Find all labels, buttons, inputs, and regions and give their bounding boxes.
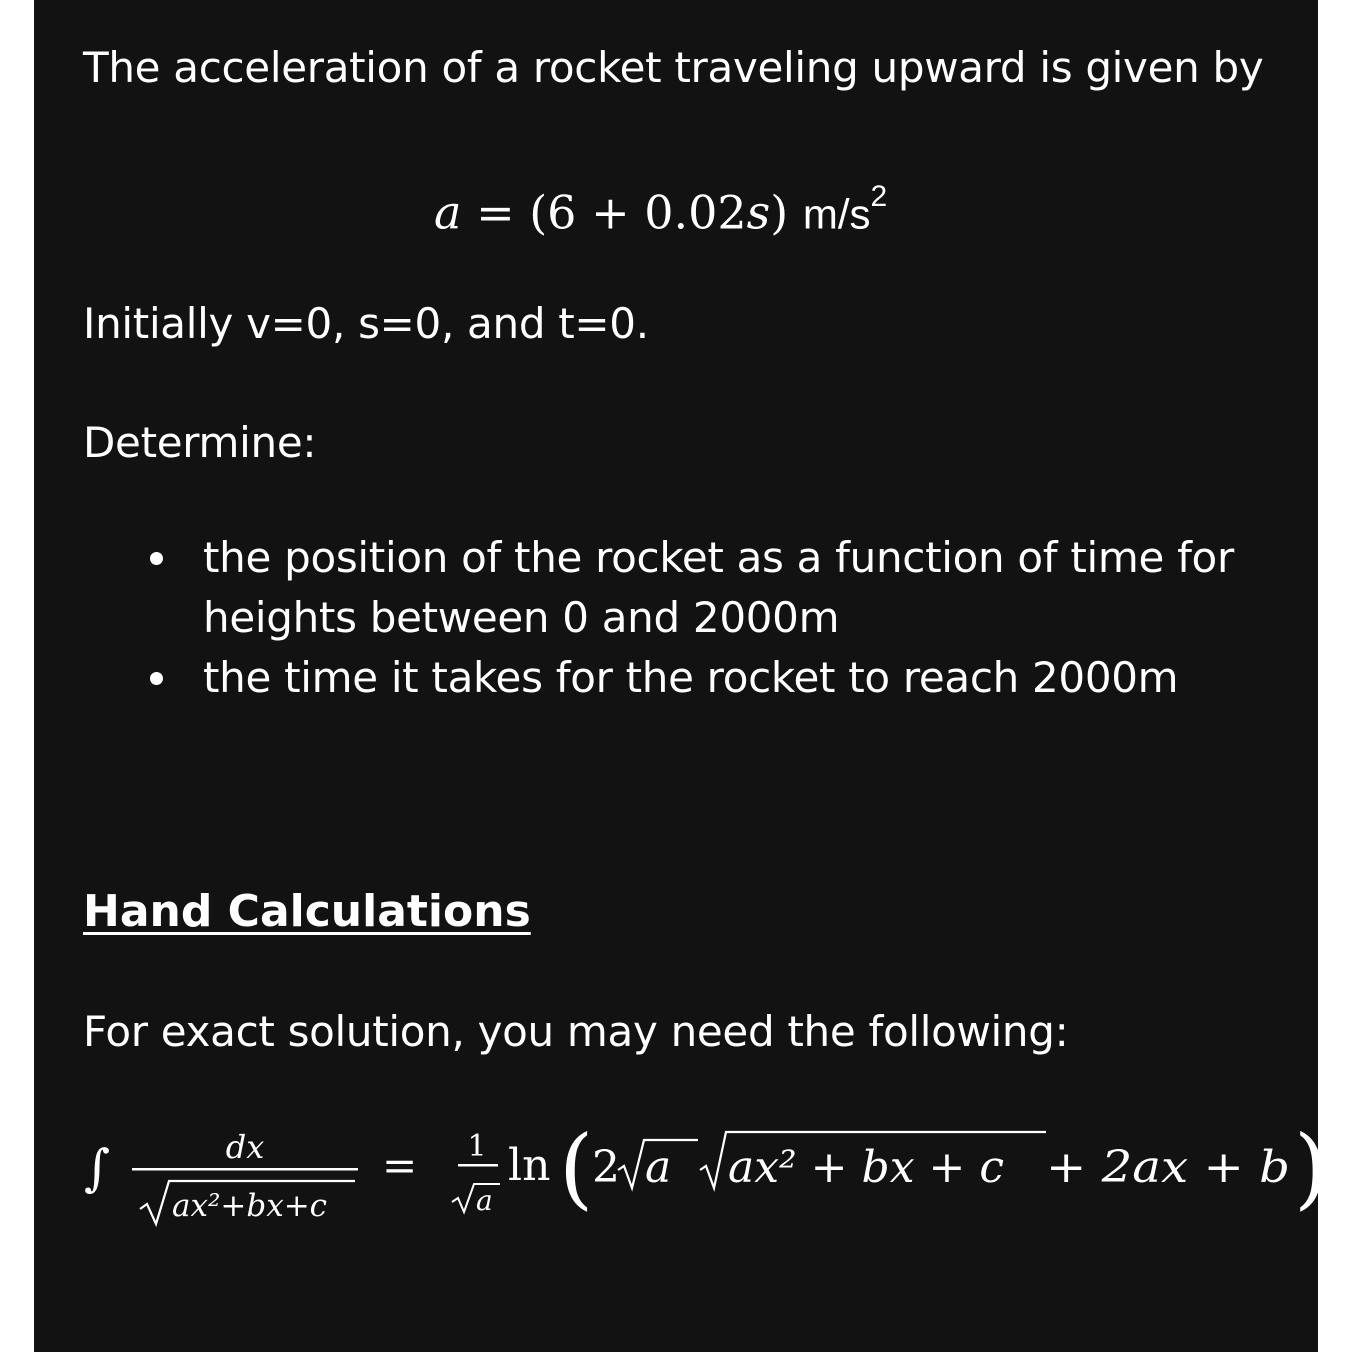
integrand-numerator: dx	[225, 1128, 265, 1166]
task-text: the position of the rocket as a function of time for heights between 0 and 2000m	[203, 533, 1234, 642]
task-list	[34, 528, 1318, 708]
hint-text: For exact solution, you may need the following:	[83, 1007, 1069, 1056]
eq-unit-exp: 2	[870, 180, 888, 213]
sqrt-poly-value: ax² + bx + c	[728, 1142, 1004, 1193]
eq-rhs-close: )	[770, 185, 789, 240]
main-fraction-bar	[132, 1168, 358, 1171]
content-panel	[34, 0, 1329, 1352]
eq-equals: =	[476, 185, 515, 240]
formula-equals: =	[382, 1141, 418, 1190]
close-paren: )	[1294, 1116, 1329, 1219]
bullet-icon	[150, 672, 163, 685]
list-item	[34, 528, 1318, 648]
formula-tail: + 2ax + b	[1046, 1142, 1290, 1193]
coef-denominator: a	[476, 1184, 493, 1217]
section-heading: Hand Calculations	[83, 886, 531, 937]
integral-formula	[34, 1100, 1329, 1250]
list-item	[34, 648, 1318, 708]
coef-numerator: 1	[467, 1129, 487, 1164]
integral-sign: ∫	[84, 1139, 111, 1197]
eq-lhs: a	[434, 185, 462, 240]
bullet-icon	[150, 552, 163, 565]
coef-two: 2	[592, 1142, 620, 1193]
coef-fraction-bar	[458, 1164, 498, 1167]
determine-label: Determine:	[83, 418, 317, 467]
sqrt-a-value: a	[645, 1142, 672, 1193]
acceleration-equation	[434, 168, 887, 249]
eq-rhs-var: s	[746, 185, 771, 240]
task-text: the time it takes for the rocket to reach 2000m	[203, 653, 1179, 702]
integrand-denominator: ax²+bx+c	[172, 1188, 328, 1224]
open-paren: (	[559, 1116, 594, 1219]
initial-conditions: Initially v=0, s=0, and t=0.	[83, 299, 649, 348]
intro-text: The acceleration of a rocket traveling upward is given by	[83, 43, 1264, 92]
eq-rhs: (6 + 0.02	[529, 185, 747, 240]
eq-unit: m/s	[802, 190, 871, 238]
ln-function: ln	[508, 1140, 551, 1191]
